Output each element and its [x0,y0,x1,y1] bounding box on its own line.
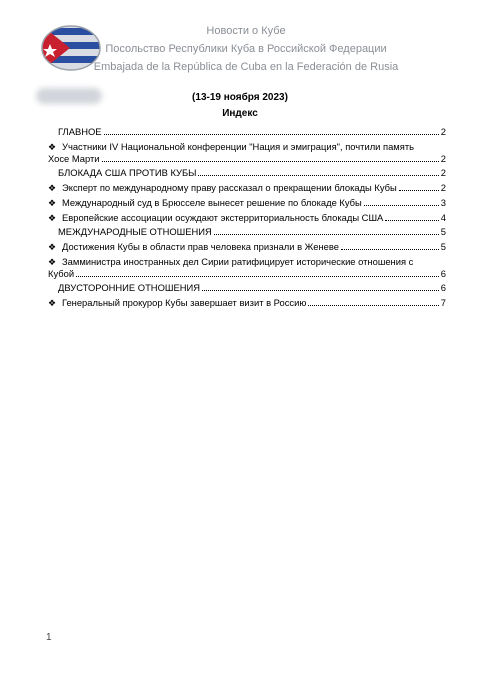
toc-section-blockade[interactable] [48,167,446,179]
toc-page-number: 4 [440,212,446,223]
page-number: 1 [46,632,52,643]
leader-dots [76,276,439,277]
diamond-bullet-icon: ❖ [48,298,57,308]
toc-item[interactable] [48,256,446,280]
toc-page-number: 3 [440,197,446,208]
leader-dots [385,220,438,221]
toc-item[interactable] [48,297,446,309]
toc-section-international[interactable] [48,226,446,238]
toc-item[interactable] [48,197,446,209]
toc-section-main[interactable] [48,126,446,138]
toc-page-number: 2 [440,167,446,178]
diamond-bullet-icon: ❖ [48,142,57,152]
toc-page-number: 6 [440,282,446,293]
toc-item-label-cont: Кубой [48,268,75,279]
toc-section-label: ДВУСТОРОННИЕ ОТНОШЕНИЯ [58,282,200,293]
toc-item-label: Участники IV Национальной конференции "Нация и эмиграция", почтили память [62,141,414,152]
diamond-bullet-icon: ❖ [48,213,57,223]
toc-page-number: 5 [440,241,446,252]
diamond-bullet-icon: ❖ [48,242,57,252]
toc-page-number: 2 [440,126,446,137]
toc-section-bilateral[interactable] [48,282,446,294]
date-range: (13-19 ноября 2023) [192,92,288,103]
toc-page-number: 2 [440,153,446,164]
diamond-bullet-icon: ❖ [48,198,57,208]
toc-item-label: Замминистра иностранных дел Сирии ратифицирует исторические отношения с [62,256,414,267]
table-of-contents [48,124,446,309]
leader-dots [198,175,438,176]
diamond-bullet-icon: ❖ [48,183,57,193]
header-title: Новости о Кубе [206,25,286,37]
toc-item[interactable] [48,141,446,165]
toc-section-label: ГЛАВНОЕ [58,126,102,137]
toc-page-number: 6 [440,268,446,279]
header-embassy-ru: Посольство Республики Куба в Российской Федерации [105,43,387,55]
toc-item[interactable] [48,182,446,194]
document-header [0,0,480,90]
toc-item-label: Эксперт по международному праву рассказал о прекращении блокады Кубы [62,182,397,193]
toc-item-label-cont: Хосе Марти [48,153,100,164]
leader-dots [202,290,439,291]
leader-dots [102,161,439,162]
leader-dots [341,249,439,250]
toc-section-label: БЛОКАДА США ПРОТИВ КУБЫ [58,167,197,178]
toc-item[interactable] [48,241,446,253]
toc-page-number: 5 [440,226,446,237]
toc-item-label: Достижения Кубы в области прав человека признали в Женеве [62,241,339,252]
toc-item-label: Международный суд в Брюсселе вынесет решение по блокаде Кубы [62,197,362,208]
toc-item-label: Генеральный прокурор Кубы завершает визит в Россию [62,297,307,308]
leader-dots [364,205,439,206]
toc-page-number: 7 [440,297,446,308]
index-title: Индекс [222,108,258,119]
toc-item[interactable] [48,212,446,224]
leader-dots [214,234,439,235]
toc-page-number: 2 [440,182,446,193]
diamond-bullet-icon: ❖ [48,257,57,267]
toc-section-label: МЕЖДУНАРОДНЫЕ ОТНОШЕНИЯ [58,226,212,237]
header-embassy-es: Embajada de la República de Cuba en la Federación de Rusia [93,61,399,73]
leader-dots [104,134,439,135]
toc-item-label: Европейские ассоциации осуждают экстерриториальность блокады США [62,212,384,223]
leader-dots [399,190,439,191]
leader-dots [308,305,438,306]
